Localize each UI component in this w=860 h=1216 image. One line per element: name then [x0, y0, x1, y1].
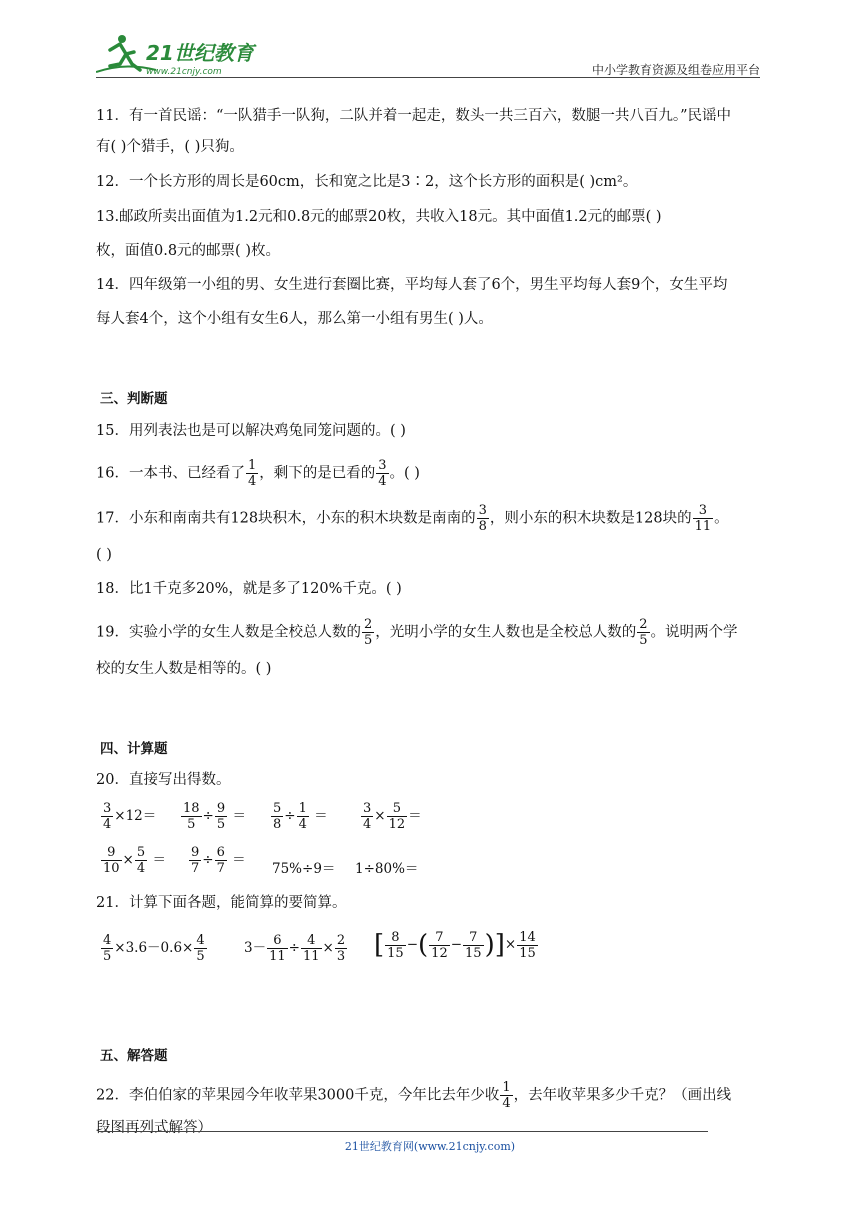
- fraction: $\frac{3}{8}$: [478, 503, 487, 534]
- question-15: 15．用列表法也是可以解决鸡兔同笼问题的。( ): [96, 423, 406, 439]
- svg-text:21世纪教育: 21世纪教育: [146, 41, 254, 65]
- question-14-line-1: 14．四年级第一小组的男、女生进行套圈比赛，平均每人套了6个，男生平均每人套9个，女生平均: [96, 277, 728, 293]
- question-14-line-2: 每人套4个，这个小组有女生6人，那么第一小组有男生( )人。: [96, 311, 493, 327]
- section-4-title: 四、计算题: [100, 741, 168, 757]
- fraction: $\frac{1}{4}$: [502, 1080, 511, 1111]
- question-11-line-2: 有( )个猎手，( )只狗。: [96, 139, 244, 155]
- fraction: $\frac{2}{5}$: [363, 617, 373, 648]
- section-3-title: 三、判断题: [100, 391, 168, 407]
- calc-item: $\frac{9}{7}$ ÷ $\frac{6}{7}$ ＝: [191, 845, 246, 876]
- calc-item: 75%÷9＝: [272, 861, 336, 877]
- footer-divider: [98, 1131, 708, 1132]
- fraction: $\frac{3}{4}$: [378, 458, 387, 489]
- expression-2: 3－ $\frac{6}{11}$ ÷ $\frac{4}{11}$ × $\frac{2}{3}$: [244, 933, 346, 964]
- question-17-line-2: ( ): [96, 547, 112, 563]
- question-12: 12．一个长方形的周长是60cm，长和宽之比是3∶2，这个长方形的面积是( )cm²。: [96, 174, 638, 190]
- section-5-title: 五、解答题: [100, 1048, 168, 1064]
- question-22-line-1: 22．李伯伯家的苹果园今年收苹果3000千克，今年比去年少收 $\frac{1}{4}$ ，去年收苹果多少千克？（画出线: [96, 1080, 732, 1111]
- calc-item: $\frac{5}{8}$ ÷ $\frac{1}{4}$ ＝: [273, 801, 328, 832]
- fraction: $\frac{1}{4}$: [247, 458, 257, 489]
- question-19-line-2: 校的女生人数是相等的。( ): [96, 661, 272, 677]
- fraction: $\frac{2}{5}$: [639, 617, 648, 648]
- page-header: [96, 30, 760, 80]
- logo: [96, 32, 266, 78]
- calc-item: $\frac{3}{4}$ × $\frac{5}{12}$ ＝: [363, 801, 422, 832]
- svg-text:www.21cnjy.com: www.21cnjy.com: [146, 67, 222, 77]
- calc-item: $\frac{9}{10}$ × $\frac{5}{4}$ ＝: [103, 845, 166, 876]
- question-11-line-1: 11．有一首民谣：“一队猎手一队狗，二队并着一起走，数头一共三百六，数腿一共八百九。”民谣中: [96, 108, 732, 124]
- question-18: 18．比1千克多20%，就是多了120%千克。( ): [96, 581, 402, 597]
- question-16: 16．一本书、已经看了 $\frac{1}{4}$ ，剩下的是已看的 $\frac{3}{4}$ 。( ): [96, 458, 420, 489]
- question-22-line-2: 段图再列式解答）: [96, 1120, 212, 1136]
- question-17-line-1: 17．小东和南南共有128块积木，小东的积木块数是南南的 $\frac{3}{8}$ ，则小东的积木块数是128块的 $\frac{3}{11}$ 。: [96, 503, 729, 534]
- question-21: 21．计算下面各题，能简算的要简算。: [96, 895, 347, 911]
- expression-3: [ $\frac{8}{15}$ −( $\frac{7}{12}$ − $\frac{7}{15}$ )]× $\frac{14}{15}$: [374, 929, 536, 961]
- footer-link[interactable]: 21世纪教育网(www.21cnjy.com): [344, 1140, 516, 1153]
- calc-item: $\frac{18}{5}$ ÷ $\frac{9}{5}$ ＝: [183, 801, 246, 832]
- calc-item: 1÷80%＝: [355, 861, 419, 877]
- header-divider: [96, 77, 760, 78]
- fraction: $\frac{3}{11}$: [694, 503, 712, 534]
- expression-1: $\frac{4}{5}$ ×3.6－0.6× $\frac{4}{5}$: [103, 933, 205, 964]
- question-13-line-1: 13.邮政所卖出面值为1.2元和0.8元的邮票20枚，共收入18元。其中面值1.2元的邮票( ): [96, 209, 662, 225]
- calc-item: $\frac{3}{4}$ ×12＝: [103, 801, 157, 832]
- question-13-line-2: 枚，面值0.8元的邮票( )枚。: [96, 243, 280, 259]
- question-19-line-1: 19．实验小学的女生人数是全校总人数的 $\frac{2}{5}$ ，光明小学的女生人数也是全校总人数的 $\frac{2}{5}$ 。说明两个学: [96, 617, 738, 648]
- question-20: 20．直接写出得数。: [96, 772, 231, 788]
- platform-label: 中小学教育资源及组卷应用平台: [591, 63, 760, 77]
